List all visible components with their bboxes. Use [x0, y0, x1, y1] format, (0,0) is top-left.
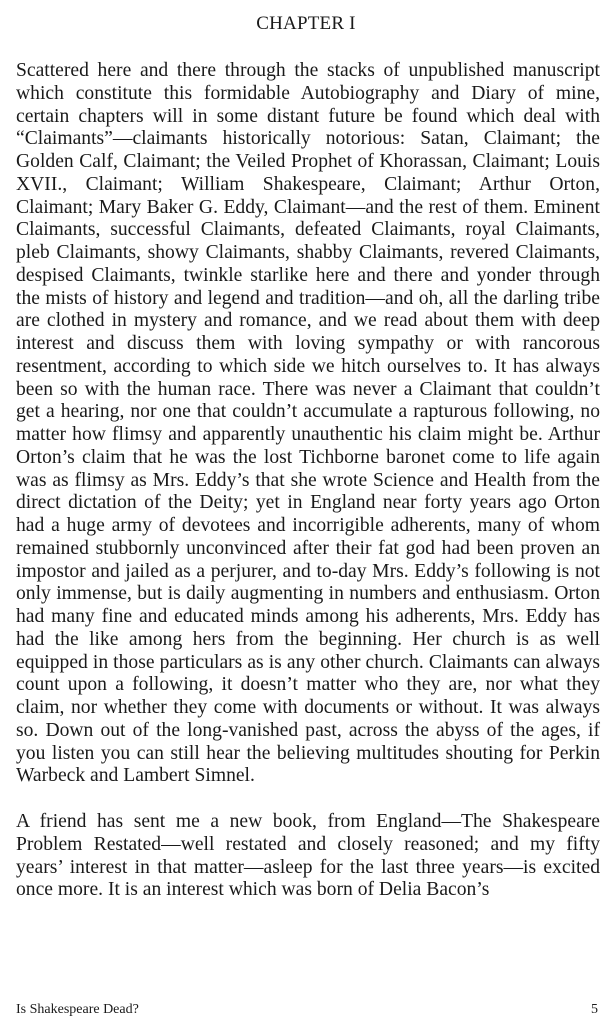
paragraph-friend-book: A friend has sent me a new book, from England—The Shakespeare Problem Restated—well restated and closely reasoned; and my fifty years’ interest in that matter—asleep for the last three years—is excited once more. It is an interest which was born of Delia Bacon’s [16, 811, 600, 901]
paragraph-claimants: Scattered here and there through the stacks of unpublished manuscript which constitute this formidable Autobiography and Diary of mine, certain chapters will in some distant future be found which deal with “Claimants”—claimants historically notorious: Satan, Claimant; the Golden Calf, Claimant; the Veiled Prophet of Khorassan, Claimant; Louis XVII., Claimant; William Shakespeare, Claimant; Arthur Orton, Claimant; Mary Baker G. Eddy, Claimant—and the rest of them. Eminent Claimants, successful Claimants, defeated Claimants, royal Claimants, pleb Claimants, showy Claimants, shabby Claimants, revered Claimants, despised Claimants, twinkle starlike here and there and yonder through the mists of history and legend and tradition—and oh, all the darling tribe are clothed in mystery and romance, and we read about them with deep interest and discuss them with loving sympathy or with rancorous resentment, according to which side we hitch ourselves to. It has always been so with the human race. There was never a Claimant that couldn’t get a hearing, nor one that couldn’t accumulate a rapturous following, no matter how flimsy and apparently unauthentic his claim might be. Arthur Orton’s claim that he was the lost Tichborne baronet come to life again was as flimsy as Mrs. Eddy’s that she wrote Science and Health from the direct dictation of the Deity; yet in England near forty years ago Orton had a huge army of devotees and incorrigible adherents, many of whom remained stubbornly unconvinced after their fat god had been proven an impostor and jailed as a perjurer, and to-day Mrs. Eddy’s following is not only immense, but is daily augmenting in numbers and enthusiasm. Orton had many fine and educated minds among his adherents, Mrs. Eddy has had the like among hers from the beginning. Her church is as well equipped in those particulars as is any other church. Claimants can always count upon a following, it doesn’t matter who they are, nor what they claim, nor whether they come with documents or without. It was always so. Down out of the long-vanished past, across the abyss of the ages, if you listen you can still hear the believing multitudes shouting for Perkin Warbeck and Lambert Simnel. [16, 60, 600, 787]
running-footer-title: Is Shakespeare Dead? [16, 1002, 139, 1017]
chapter-title: CHAPTER I [256, 13, 356, 34]
page-number: 5 [591, 1002, 598, 1017]
chapter-body [16, 60, 600, 902]
page-footer [16, 1001, 598, 1019]
